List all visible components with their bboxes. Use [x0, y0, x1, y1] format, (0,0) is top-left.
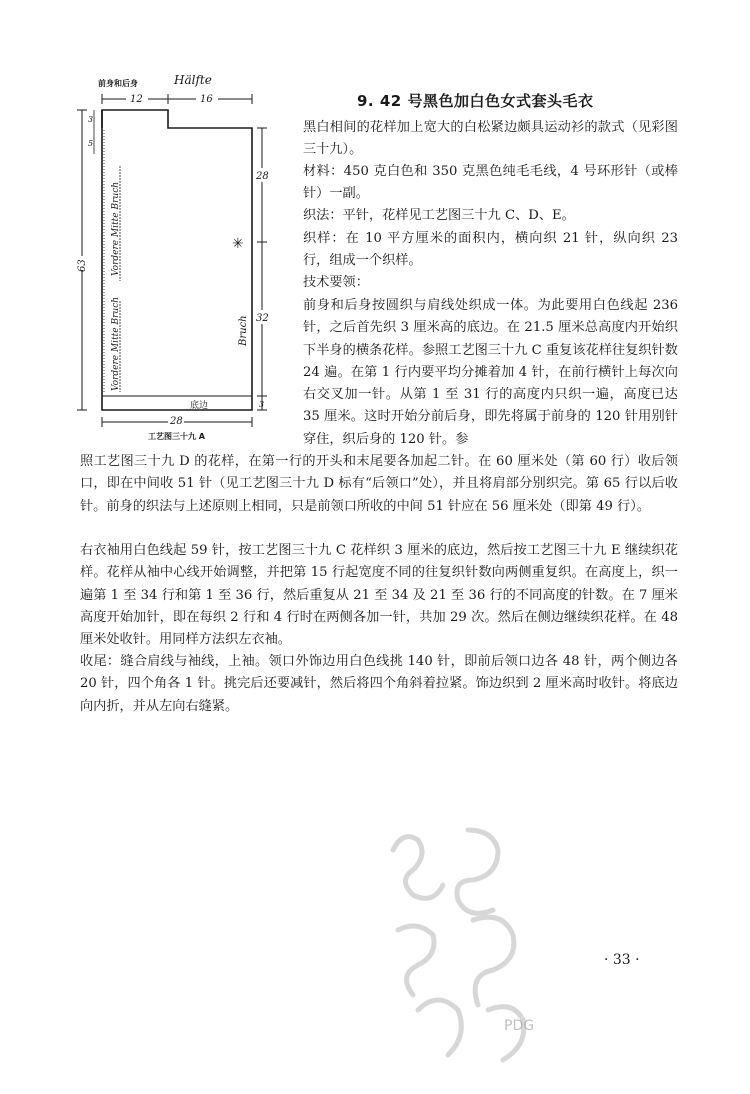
paragraph-gauge: 织样：在 10 平方厘米的面积内，横向织 21 针，纵向织 23 行，组成一个织样。 — [303, 231, 678, 269]
dim-3-bottom-label: 3 — [259, 400, 265, 409]
label-vordere-bottom: Vordere Mitte Bruch — [111, 296, 121, 391]
paragraph-finishing: 收尾：缝合肩线与袖线，上袖。领口外饰边用白色线挑 140 针，即前后领口边各 48 针，两个侧边各 20 针，四个角各 1 针。挑完后还要减针，然后将四个角斜着拉紧。饰边织到 2 厘米高时收针。将底边向内折，并从左向右缝紧。 — [80, 654, 678, 714]
dim-28-bottom-label: 28 — [170, 416, 183, 427]
diagram-header-de: Hälfte — [174, 73, 212, 87]
paragraph-intro: 黑白相间的花样加上宽大的白松紧边颇具运动衫的款式（见彩图三十九）。 — [303, 120, 678, 158]
paragraph-technique-heading: 技术要领： — [303, 275, 369, 290]
label-bruch: Bruch — [238, 315, 249, 346]
hem-label: 底边 — [190, 401, 209, 411]
dim-3-top-label: 3 — [88, 115, 94, 124]
dim-28-right-label: 28 — [256, 171, 269, 182]
schematic-diagram — [60, 66, 290, 446]
paragraph-materials: 材料：450 克白色和 350 克黑色纯毛毛线，4 号环形针（或棒针）一副。 — [303, 164, 678, 202]
page-number: · 33 · — [604, 952, 640, 968]
paragraph-sleeves: 右衣袖用白色线起 59 针，按工艺图三十九 C 花样织 3 厘米的底边，然后按工艺图三十九 E 继续织花样。花样从袖中心线开始调整，并把第 15 行起宽度不同的往复织针数向两侧重复织。在高度上，织一遍第 1 至 34 行和第 1 至 36 行，然后重复从 21 至 34 及 21 至 36 行的不同高度的针数。在 7 厘米高度开始加针，即在每织 2 行和 4 行时在两侧各加一针，共加 29 次。然后在侧边继续织花样。在 48 厘米处收针。用同样方法织左衣袖。 — [80, 543, 678, 648]
dim-12-label: 12 — [130, 94, 143, 105]
label-vordere-top: Vordere Mitte Bruch — [111, 181, 121, 276]
paragraph-body-2: 照工艺图三十九 D 的花样，在第一行的开头和末尾要各加起二针。在 60 厘米处（第 60 行）收后领口，即在中间收 51 针（见工艺图三十九 D 标有“后领口”处），并且将肩部分别织完。第 65 行以后收针。前身的织法与上述原则上相同，只是前领口所收的中间 51 针应在 56 厘米处（即第 49 行）。 — [80, 454, 678, 514]
diagram-header-cn: 前身和后身 — [98, 79, 138, 88]
garment-outline — [102, 110, 252, 410]
seal-text: PDG — [504, 1018, 535, 1034]
dim-32-label: 32 — [256, 313, 269, 324]
seal-watermark — [378, 790, 558, 1090]
article-title: 9. 42 号黑色加白色女式套头毛衣 — [357, 92, 594, 110]
schematic-svg — [60, 66, 290, 446]
dim-5-label: 5 — [88, 139, 94, 148]
paragraph-body-1: 前身和后身按圆织与肩线处织成一体。为此要用白色线起 236 针，之后首先织 3 厘米高的底边。在 21.5 厘米总高度内开始织下半身的横条花样。参照工艺图三十九 C 重复该花样往复织针数 24 遍。在第 1 行内要平均分摊着加 4 针，在前行横针上每次向右交叉加一针。从第 1 至 31 行的高度内只织一遍，高度已达 35 厘米。这时开始分前后身，即先将属于前身的 120 针用别针穿住，织后身的 120 针。参 — [303, 298, 678, 447]
paragraph-method: 织法：平针，花样见工艺图三十九 C、D、E。 — [303, 208, 575, 223]
dim-16-label: 16 — [200, 94, 213, 105]
diagram-caption: 工艺图三十九 A — [148, 432, 205, 441]
dim-63-label: 63 — [77, 259, 88, 272]
star-marker-icon: ✳ — [232, 236, 244, 252]
